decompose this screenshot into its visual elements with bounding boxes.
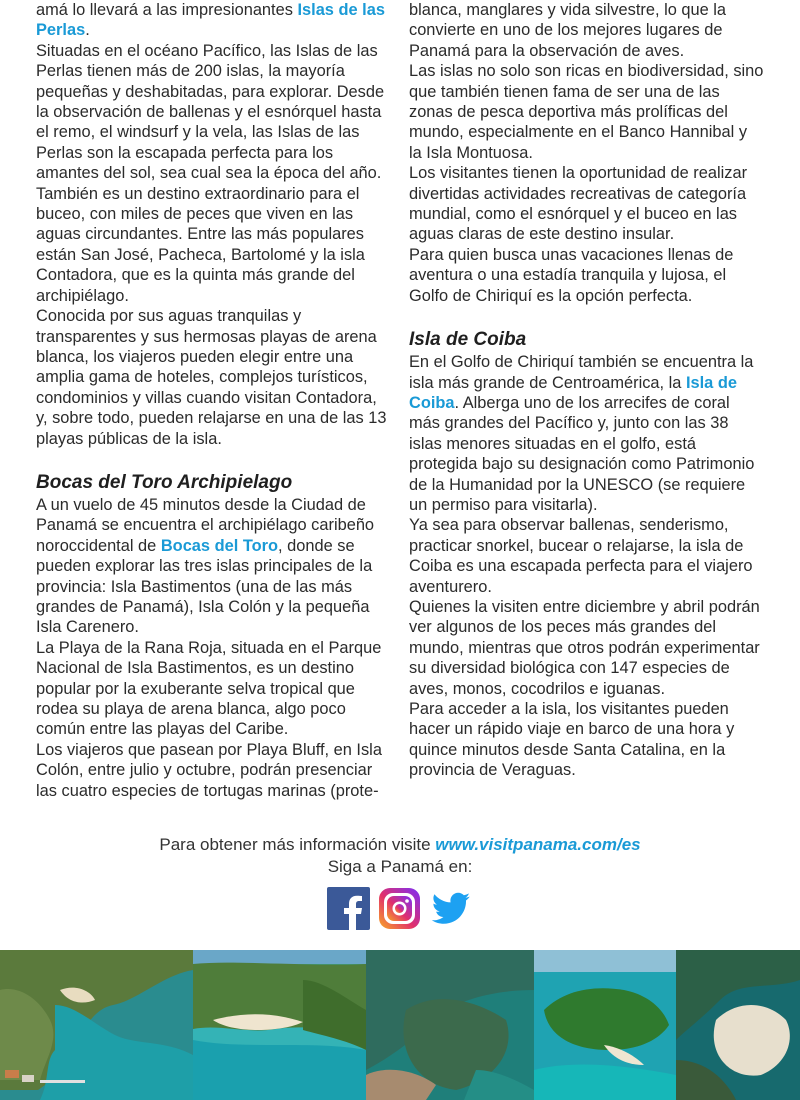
paragraph: Ya sea para observar ballenas, senderismo, practicar snorkel, bucear o relajarse, la isla de Coiba es una escapada perfecta para el viajero aventurero.: [409, 516, 753, 596]
paragraph: Situadas en el océano Pacífico, las Islas de las Perlas tienen más de 200 islas, la mayoría pequeñas y deshabitadas, para explorar. Desde la observación de ballenas y el esnórquel hasta el remo, el windsurf y la vela, las Islas de las Perlas son la escapada perfecta para los amantes del sol, sea cual sea la época del año.: [36, 41, 385, 183]
visitpanama-link[interactable]: www.visitpanama.com/es: [435, 835, 641, 854]
aerial-photo: [676, 950, 800, 1100]
isla-de-coiba-link[interactable]: Isla de Coiba: [409, 373, 737, 412]
paragraph: Para acceder a la isla, los visitantes pueden hacer un rápido viaje en barco de una hora y quince minutos desde Santa Catalina, en la provincia de Veraguas.: [409, 700, 735, 780]
paragraph: blanca, manglares y vida silvestre, lo que la convierte en uno de los mejores lugares de Panamá para la observación de aves.: [409, 1, 727, 60]
paragraph: Para quien busca unas vacaciones llenas de aventura o una estadía tranquila y lujosa, el Golfo de Chiriquí es la opción perfecta.: [409, 245, 734, 305]
more-info-line: [0, 834, 800, 856]
paragraph: Las islas no solo son ricas en biodiversidad, sino que también tienen fama de ser una de las zonas de pesca deportiva más prolíficas del mundo, especialmente en el Banco Hannibal y la Isla Montuosa.: [409, 62, 764, 162]
facebook-icon[interactable]: [327, 887, 370, 930]
photo-strip: [0, 950, 800, 1100]
section-heading-coiba: Isla de Coiba: [409, 329, 527, 351]
right-column: [409, 0, 764, 781]
text: . Alberga uno de los arrecifes de coral más grandes del Pacífico y, junto con las 38 islas menores situadas en el golfo, está protegida bajo su designación como Patrimonio de la Humanidad por la UNESCO (se requiere un permiso para visitarla).: [409, 393, 755, 514]
instagram-icon[interactable]: [378, 887, 421, 930]
islas-de-las-perlas-link[interactable]: Islas de las Perlas: [36, 1, 385, 40]
paragraph: Conocida por sus aguas tranquilas y transparentes y sus hermosas playas de arena blanca, los viajeros pueden elegir entre una amplia gama de hoteles, complejos turísticos, condominios y villas cuando visitan Contadora, y, sobre todo, pueden relajarse en una de las 13 playas públicas de la isla.: [36, 307, 387, 448]
text: A un vuelo de 45 minutos desde la Ciudad de Panamá se encuentra el archipiélago caribeño noroccidental de: [36, 495, 375, 555]
paragraph: Quienes la visiten entre diciembre y abril podrán ver algunos de los peces más grandes del mundo, mientras que otros podrán experimentar su diversidad biológica con 147 especies de aves, monos, cocodrilos e iguanas.: [409, 597, 760, 698]
text: Para obtener más información visite: [159, 835, 436, 854]
footer: [0, 834, 800, 878]
text: amá lo llevará a las impresionantes: [36, 1, 298, 19]
bocas-del-toro-link[interactable]: Bocas del Toro: [160, 536, 279, 555]
aerial-photo: [193, 950, 366, 1100]
social-icons: [327, 887, 472, 931]
aerial-photo: [534, 950, 676, 1100]
left-column: [36, 0, 388, 801]
text: .: [85, 21, 90, 40]
paragraph: [36, 495, 388, 638]
aerial-photo: [366, 950, 534, 1100]
paragraph: Los viajeros que pasean por Playa Bluff, en Isla Colón, entre julio y octubre, podrán presenciar las cuatro especies de tortugas marinas (prote-: [36, 740, 382, 800]
text: En el Golfo de Chiriquí también se encuentra la isla más grande de Centroamérica, la: [409, 353, 754, 392]
paragraph: La Playa de la Rana Roja, situada en el Parque Nacional de Isla Bastimentos, es un destino popular por la exuberante selva tropical que rodea su playa de arena blanca, algo poco común entre las playas del Caribe.: [36, 638, 382, 739]
twitter-icon[interactable]: [429, 887, 472, 930]
follow-line: Siga a Panamá en:: [327, 857, 473, 876]
paragraph: [409, 352, 764, 515]
aerial-photo: [0, 950, 193, 1100]
section-heading-bocas: Bocas del Toro Archipielago: [36, 471, 293, 493]
paragraph: Los visitantes tienen la oportunidad de realizar divertidas actividades recreativas de categoría mundial, como el esnórquel y el buceo en las aguas claras de este destino insular.: [409, 164, 748, 244]
paragraph: También es un destino extraordinario para el buceo, con miles de peces que viven en las aguas circundantes. Entre las más populares están San José, Pacheca, Bartolomé y la isla Contadora, que es la quinta más grande del archipiélago.: [36, 184, 365, 305]
text: , donde se pueden explorar las tres islas principales de la provincia: Isla Bastimentos (una de las más grandes de Panamá), Isla Colón y la pequeña Isla Carenero.: [36, 536, 373, 637]
paragraph: [36, 0, 388, 41]
